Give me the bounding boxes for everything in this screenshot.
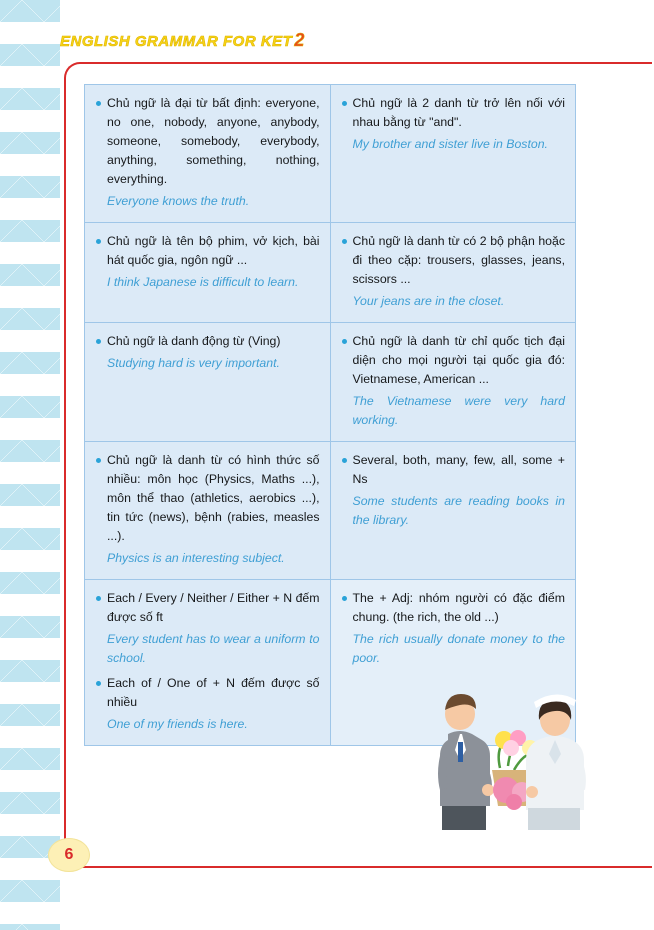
table-cell-r3-left bbox=[85, 442, 331, 580]
example-text: Physics is an interesting subject. bbox=[107, 551, 285, 565]
rule-text: Chủ ngữ là đại từ bất định: everyone, no one, nobody, anyone, anybody, someone, somebody, everybody, anything, something, nothing, everything. bbox=[95, 94, 320, 189]
grammar-table bbox=[84, 84, 576, 746]
example-text: One of my friends is here. bbox=[107, 717, 248, 731]
table-cell-r2-right bbox=[330, 323, 576, 442]
example-text: Your jeans are in the closet. bbox=[352, 294, 505, 308]
table-cell-r2-left bbox=[85, 323, 331, 442]
example-text: Some students are reading books in the library. bbox=[352, 494, 565, 527]
rule-text: Chủ ngữ là tên bộ phim, vở kịch, bài hát quốc gia, ngôn ngữ ... bbox=[95, 232, 320, 270]
table-cell-r4-left bbox=[85, 580, 331, 746]
table-cell-r0-left bbox=[85, 85, 331, 223]
example-text: Everyone knows the truth. bbox=[107, 194, 250, 208]
illustration-people bbox=[418, 690, 593, 830]
table-cell-r1-left bbox=[85, 223, 331, 323]
header-title: ENGLISH GRAMMAR FOR KET bbox=[60, 33, 293, 50]
rule-text: Chủ ngữ là danh từ có hình thức số nhiều: môn học (Physics, Maths ...), môn thể thao (athletics, aerobics ...), tin tức (news), bệnh (rabies, measles ...). bbox=[95, 451, 320, 546]
table-cell-r0-right bbox=[330, 85, 576, 223]
table-row bbox=[85, 223, 576, 323]
page-header bbox=[60, 30, 305, 51]
example-text: My brother and sister live in Boston. bbox=[352, 137, 548, 151]
table-row bbox=[85, 85, 576, 223]
example-text: The Vietnamese were very hard working. bbox=[352, 394, 565, 427]
table-row bbox=[85, 323, 576, 442]
example-text: Every student has to wear a uniform to school. bbox=[107, 632, 320, 665]
table-cell-r3-right bbox=[330, 442, 576, 580]
rule-text: Chủ ngữ là 2 danh từ trở lên nối với nhau bằng từ "and". bbox=[341, 94, 566, 132]
page-number: 6 bbox=[64, 846, 74, 863]
rule-text: Each of / One of + N đếm được số nhiều bbox=[95, 674, 320, 712]
rule-text: Each / Every / Neither / Either + N đếm được số ft bbox=[95, 589, 320, 627]
rule-text: The + Adj: nhóm người có đặc điểm chung. (the rich, the old ...) bbox=[341, 589, 566, 627]
table-row bbox=[85, 442, 576, 580]
example-text: Studying hard is very important. bbox=[107, 356, 280, 370]
table-cell-r1-right bbox=[330, 223, 576, 323]
page-number-badge bbox=[48, 838, 90, 872]
rule-text: Chủ ngữ là danh từ có 2 bộ phận hoặc đi theo cặp: trousers, glasses, jeans, scissors ... bbox=[341, 232, 566, 289]
example-text: I think Japanese is difficult to learn. bbox=[107, 275, 299, 289]
example-text: The rich usually donate money to the poor. bbox=[352, 632, 565, 665]
rule-text: Chủ ngữ là danh động từ (Ving) bbox=[95, 332, 320, 351]
header-number: 2 bbox=[294, 30, 305, 50]
rule-text: Several, both, many, few, all, some + Ns bbox=[341, 451, 566, 489]
rule-text: Chủ ngữ là danh từ chỉ quốc tịch đại diện cho mọi người tại quốc gia đó: Vietnamese, American ... bbox=[341, 332, 566, 389]
